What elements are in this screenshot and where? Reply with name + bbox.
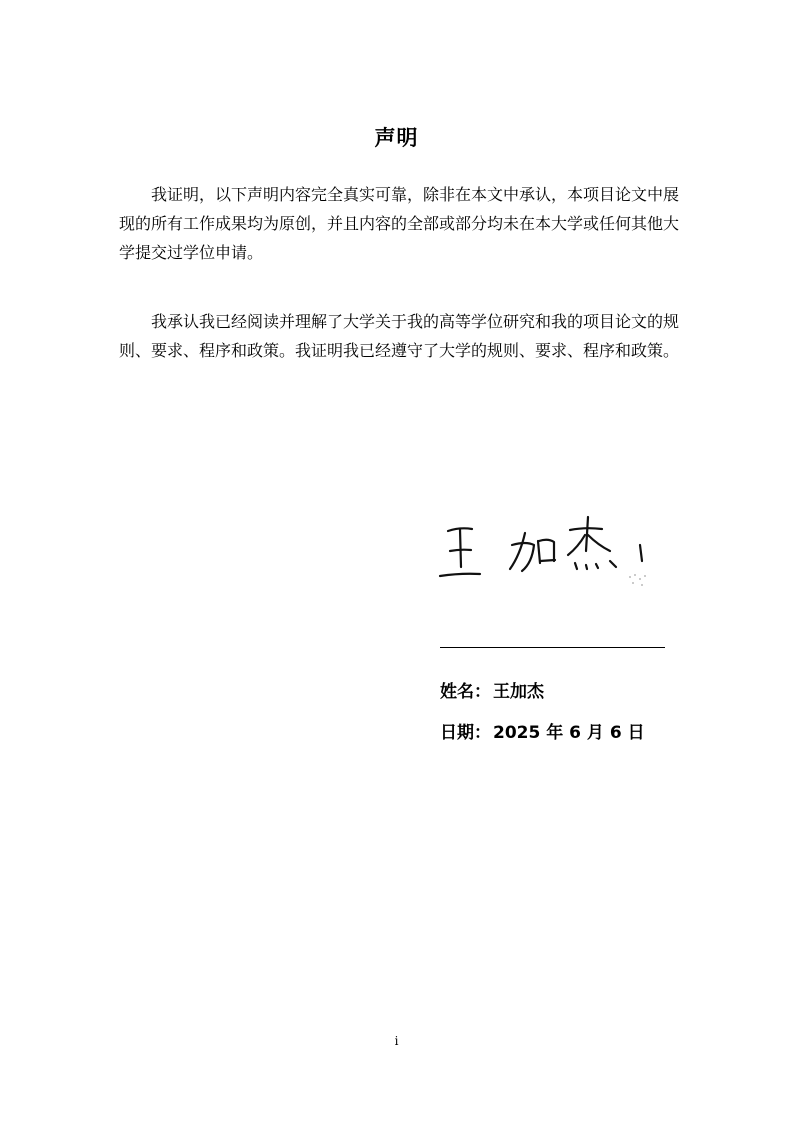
date-value: 2025 年 6 月 6 日: [493, 723, 645, 743]
date-field: [440, 718, 645, 743]
signature-line: [440, 647, 665, 648]
page-number: i: [394, 1034, 399, 1048]
declaration-paragraph-2: 我承认我已经阅读并理解了大学关于我的高等学位研究和我的项目论文的规则、要求、程序和政策。我证明我已经遵守了大学的规则、要求、程序和政策。: [119, 312, 680, 360]
name-label: 姓名：: [440, 682, 491, 702]
handwritten-signature: [430, 505, 680, 605]
name-value: 王加杰: [493, 682, 544, 702]
declaration-paragraph-1: 我证明，以下声明内容完全真实可靠，除非在本文中承认，本项目论文中展现的所有工作成果均为原创，并且内容的全部或部分均未在本大学或任何其他大学提交过学位申请。: [119, 185, 680, 262]
page-title: 声明: [374, 125, 419, 150]
date-label: 日期：: [440, 723, 491, 743]
name-field: [440, 677, 544, 702]
